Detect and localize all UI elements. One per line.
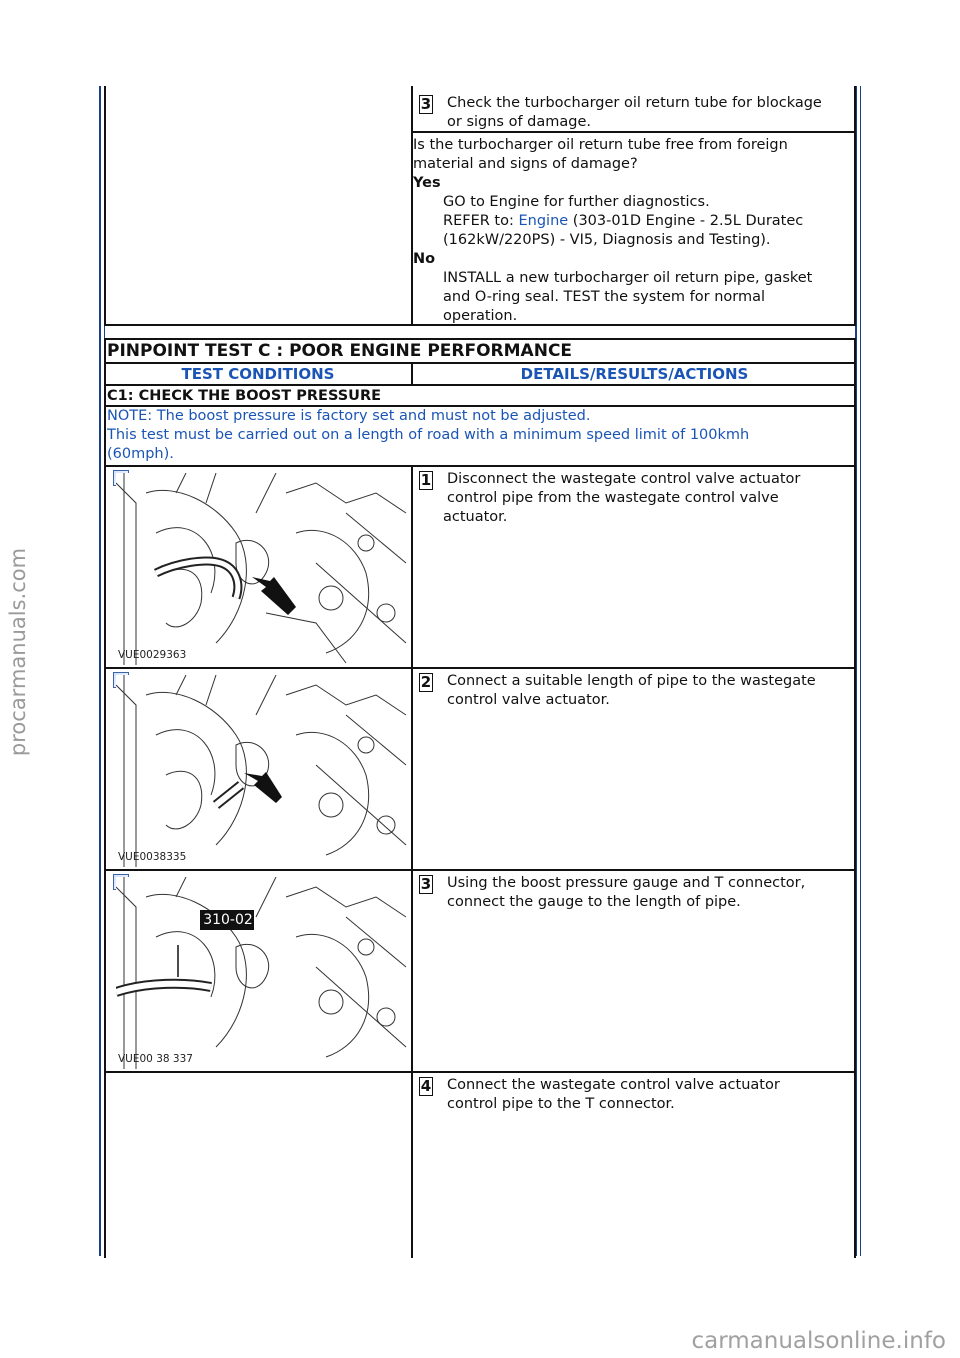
step-1-illustration <box>116 473 408 665</box>
yes-refer-line <box>413 212 853 231</box>
step-number-badge: 1 <box>420 471 432 489</box>
text-line: Check the turbocharger oil return tube for blockage <box>447 95 822 111</box>
section-heading: C1: CHECK THE BOOST PRESSURE <box>107 388 382 404</box>
step-2-text <box>447 672 816 710</box>
step-number-badge: 2 <box>420 673 432 691</box>
image-caption: VUE0038335 <box>118 851 187 863</box>
rule <box>104 869 856 871</box>
bottom-watermark: carmanualsonline.info <box>691 1328 946 1354</box>
no-line: operation. <box>443 308 518 324</box>
left-page-rule <box>99 86 101 1256</box>
yes-line: GO to Engine for further diagnostics. <box>443 194 710 210</box>
rule <box>104 667 856 669</box>
rule <box>411 362 413 384</box>
step-3-text <box>447 874 805 912</box>
yes-refer-line-2: (162kW/220PS) - VI5, Diagnosis and Testing). <box>443 232 771 248</box>
image-caption: VUE00 38 337 <box>118 1053 193 1065</box>
col-header-test-conditions: TEST CONDITIONS <box>181 365 335 383</box>
no-line: and O-ring seal. TEST the system for normal <box>443 289 766 305</box>
no-line: INSTALL a new turbocharger oil return pipe, gasket <box>443 270 813 286</box>
step-4-text <box>447 1076 780 1114</box>
step-number-badge: 3 <box>420 875 432 893</box>
text-line: or signs of damage. <box>447 114 592 130</box>
engine-drawing <box>116 473 408 665</box>
note-line: NOTE: The boost pressure is factory set and must not be adjusted. <box>107 408 591 424</box>
rule <box>104 1071 856 1073</box>
note-line: (60mph). <box>107 446 174 462</box>
note-line: This test must be carried out on a length of road with a minimum speed limit of 100kmh <box>107 427 750 443</box>
side-watermark: procarmanuals.com <box>6 547 30 757</box>
text-line: actuator. <box>443 509 508 525</box>
step-number-badge: 3 <box>420 95 432 113</box>
right-page-rule-inner <box>860 86 861 1256</box>
step-1-text <box>443 470 801 527</box>
text-line: Disconnect the wastegate control valve actuator <box>447 471 801 487</box>
question-line: material and signs of damage? <box>413 156 638 172</box>
tool-label: 310-02 <box>203 912 253 928</box>
col-header-details: DETAILS/RESULTS/ACTIONS <box>520 365 749 383</box>
no-label: No <box>413 251 436 267</box>
engine-link[interactable]: Engine <box>518 213 569 229</box>
step-number-badge: 4 <box>420 1077 432 1095</box>
yes-label: Yes <box>413 175 441 191</box>
engine-drawing <box>116 675 408 867</box>
text-line: Connect the wastegate control valve actuator <box>447 1077 780 1093</box>
question-line: Is the turbocharger oil return tube free from foreign <box>413 137 788 153</box>
text-line: Connect a suitable length of pipe to the wastegate <box>447 673 816 689</box>
refer-suffix: (303-01D Engine - 2.5L Duratec <box>568 213 804 229</box>
step-2-illustration <box>116 675 408 867</box>
rule <box>104 465 856 467</box>
pinpoint-title: PINPOINT TEST C : POOR ENGINE PERFORMANCE <box>107 341 573 361</box>
engine-drawing <box>116 877 408 1069</box>
note-block <box>107 407 852 464</box>
text-line: Using the boost pressure gauge and T connector, <box>447 875 806 891</box>
question-block <box>413 136 853 326</box>
steps-column-divider <box>411 465 413 1258</box>
text-line: control valve actuator. <box>447 692 610 708</box>
refer-prefix: REFER to: <box>443 213 519 229</box>
image-caption: VUE0029363 <box>118 649 187 661</box>
top-step-text <box>447 94 822 132</box>
text-line: connect the gauge to the length of pipe. <box>447 894 741 910</box>
text-line: control pipe from the wastegate control valve <box>447 490 779 506</box>
step-3-illustration <box>116 877 408 1069</box>
text-line: control pipe to the T connector. <box>447 1096 675 1112</box>
